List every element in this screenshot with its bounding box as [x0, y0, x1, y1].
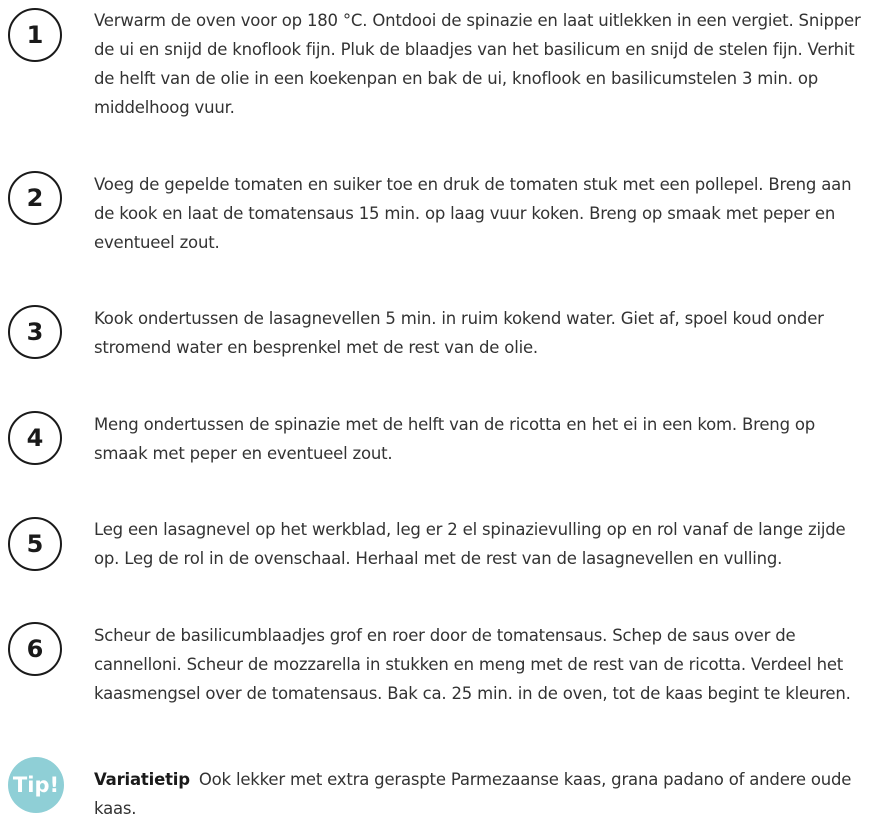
tip-badge: Tip! [8, 757, 64, 813]
step-text: Verwarm de oven voor op 180 °C. Ontdooi de spinazie en laat uitlekken in een vergiet. Snipper de ui en snijd de knoflook fijn. Pluk de blaadjes van het basilicum en snijd de stelen fijn. Verhit de helft van de olie in een koekenpan en bak de ui, knoflook en basilicumstelen 3 min. op middelhoog vuur. [94, 11, 861, 117]
step-number-badge: 5 [8, 517, 62, 571]
step-number-badge: 4 [8, 411, 62, 465]
step-text: Leg een lasagnevel op het werkblad, leg er 2 el spinazievulling op en rol vanaf de lange zijde op. Leg de rol in de ovenschaal. Herhaal met de rest van de lasagnevellen en vulling. [94, 520, 846, 568]
step-number-badge: 1 [8, 8, 62, 62]
step-text: Scheur de basilicumblaadjes grof en roer door de tomatensaus. Schep de saus over de cannelloni. Scheur de mozzarella in stukken en meng met de rest van de ricotta. Verdeel het kaasmengsel over de tomatensaus. Bak ca. 25 min. in de oven, tot de kaas begint te kleuren. [94, 626, 851, 703]
step-text: Meng ondertussen de spinazie met de helft van de ricotta en het ei in een kom. Breng op smaak met peper en eventueel zout. [94, 415, 816, 463]
step-text: Voeg de gepelde tomaten en suiker toe en druk de tomaten stuk met een pollepel. Breng aan de kook en laat de tomatensaus 15 min. op laag vuur koken. Breng op smaak met peper en eventueel zout. [94, 175, 852, 252]
tip-label: Variatietip [94, 770, 190, 789]
tip-text-block [94, 765, 872, 823]
tip-text: Ook lekker met extra geraspte Parmezaanse kaas, grana padano of andere oude kaas. [94, 770, 852, 818]
step-number-badge: 3 [8, 305, 62, 359]
step-number-badge: 6 [8, 622, 62, 676]
step-text: Kook ondertussen de lasagnevellen 5 min. in ruim kokend water. Giet af, spoel koud onder stromend water en besprenkel met de rest van de olie. [94, 309, 824, 357]
step-number-badge: 2 [8, 171, 62, 225]
